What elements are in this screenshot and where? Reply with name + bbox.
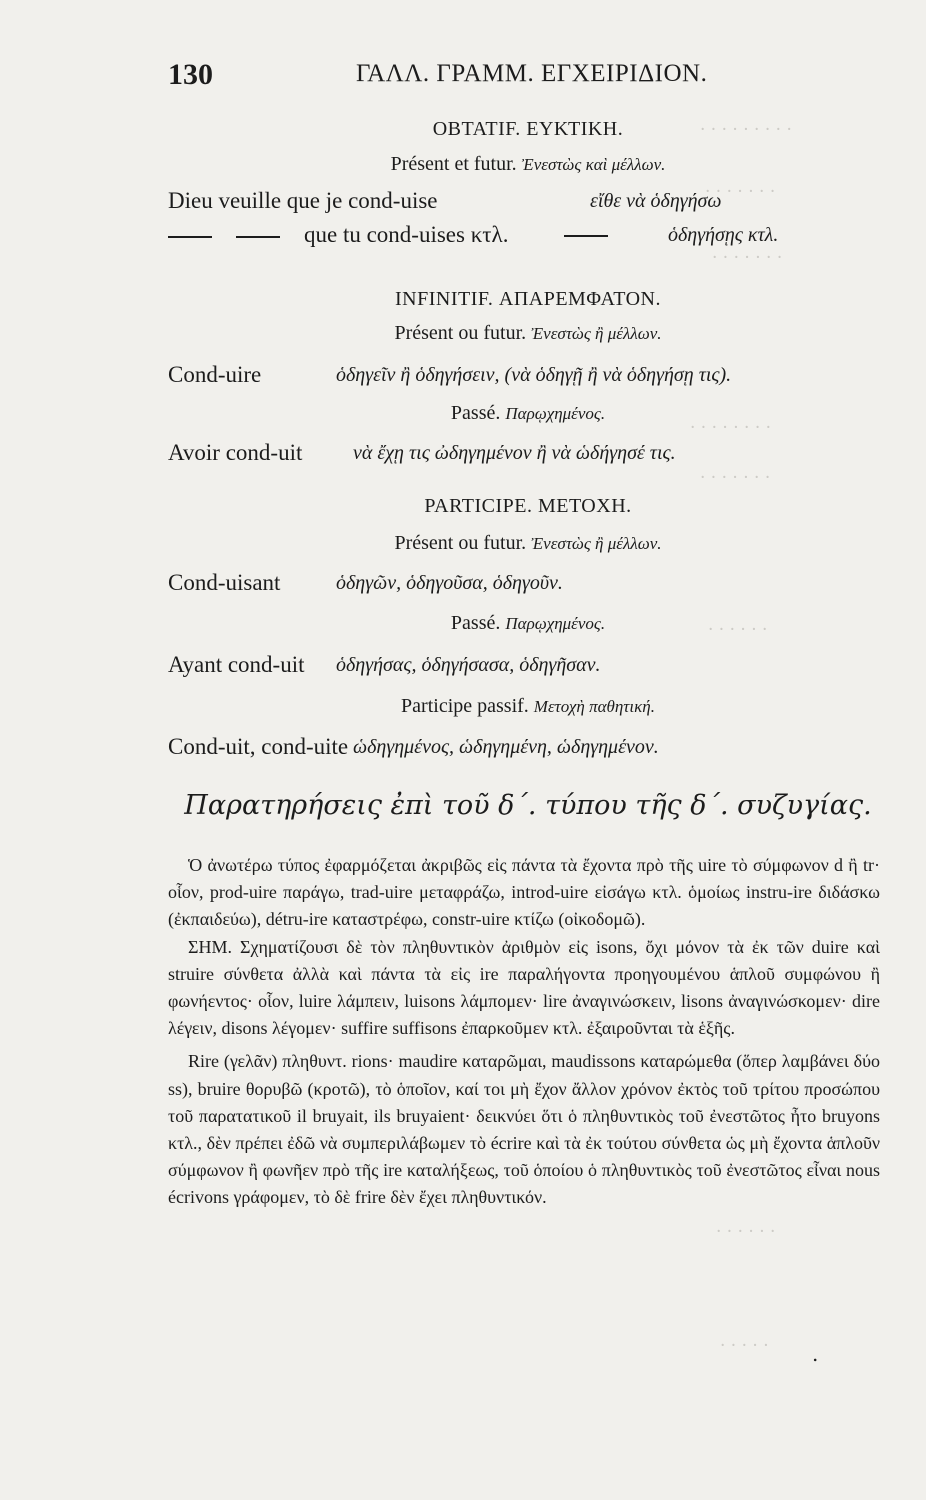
infinitif-present-gr: Ἐνεστὼς ἢ μέλλων. [531, 324, 662, 343]
infinitif-present-row-gr: ὁδηγεῖν ἢ ὁδηγήσειν, (νὰ ὁδηγῇ ἢ νὰ ὁδηγήσῃ τις). [336, 364, 732, 386]
optatif-row-1 [168, 188, 888, 218]
book-page: · · · · · · · · · · · · · · · · · · · · · · · · · · · · · · · · · · · · · · · · · · · · · · · · · · · · · · · 130 ΓΑΛΛ. ΓΡΑΜΜ. ΕΓΧΕΙΡΙΔΙΟΝ. OBTATIF. ΕΥΚΤΙΚΗ. Présent et futur. Ἐνεστὼς καὶ μέλλων. Dieu veuille que je cond-uise εἴθε νὰ ὁδηγήσω que tu cond-uises κτλ. ὁδηγήσῃς κτλ. INFINITIF. ΑΠΑΡΕΜΦΑΤΟΝ. Présent ou futur. Ἐνεστὼς ἢ μέλλων. Cond-uire ὁδηγεῖν ἢ ὁδηγήσειν, (νὰ ὁδηγῇ ἢ νὰ ὁδηγήσῃ τις). Passé. Παρῳχημένος. Avoir cond-uit νὰ ἔχῃ τις ὠδηγημένον ἢ νὰ ὡδήγησέ τις. PARTICIPE. ΜΕΤΟΧΗ. Présent ou futur. Ἐνεστὼς ἢ μέλλων. Cond-uisant ὁδηγῶν, ὁδηγοῦσα, ὁδηγοῦν. Passé. Παρῳχημένος. Ayant cond-uit ὁδηγήσας, ὁδηγήσασα, ὁδηγῆσαν. Participe passif. Μετοχὴ παθητική. Cond-uit, cond-uite ὡδηγημένος, ὡδηγημένη, ὡδηγημένον. Παρατηρήσεις ἐπὶ τοῦ δ΄. τύπου τῆς δ΄. συζυγίας. Ὁ ἀνωτέρω τύπος ἐφαρμόζεται ἀκριβῶς εἰς πάντα τὰ ἔχοντα πρὸ τῆς uire τὸ σύμφωνον d ἢ tr· οἷον, prod-uire παράγω, trad-uire μεταφράζω, introd-uire εἰσάγω κτλ. ὁμοίως instru-ire διδάσκω (ἐκπαιδεύω), détru-ire καταστρέφω, constr-uire κτίζω (οἰκοδομῶ). ΣΗΜ. Σχηματίζουσι δὲ τὸν πληθυντικὸν ἀριθμὸν εἰς isons, ὄχι μόνον τὰ ἐκ τῶν duire καὶ struire σύνθετα ἀλλὰ καὶ πάντα τὰ εἰς ire παραλήγοντα προηγουμένου ἁπλοῦ συμφώνου ἢ φωνήεντος· οἷον, luire λάμπειν, luisons λάμπομεν· lire ἀναγινώσκειν, lisons ἀναγινώσκομεν· dire λέγειν, disons λέγομεν· suffire suffisons ἐπαρκοῦμεν κτλ. ἐξαιροῦνται τὰ ἑξῆς. Rire (γελᾶν) πληθυντ. rions· maudire καταρῶμαι, maudissons καταρώμεθα (ὅπερ λαμβάνει δύο ss), bruire θορυβῶ (κροτῶ), τὸ ὁποῖον, καί τοι μὴ ἔχον ἄλλον χρόνον ἐκτὸς τοῦ τρίτου προσώπου τοῦ παρατατικοῦ il bruyait, ils bruyaient· δεικνύει ὅτι ὁ πληθυντικὸς τοῦ ἐνεστῶτος ἦτο bruyons κτλ., δὲν πρέπει ἐδῶ νὰ συμπεριλάβωμεν τὸ écrire καὶ τὰ ἐκ τούτου σύνθετα ὡς μὴ ἔχοντα ἁπλοῦν σύμφωνον ἢ φωνῆεν πρὸ τῆς ire καταλήξεως, τοῦ ὁποίου ὁ πληθυντικὸς τοῦ ἐνεστῶτος εἶναι nous écrivons γράφομεν, τὸ δὲ frire δὲν ἔχει πληθυντικόν. . [0, 0, 926, 1500]
optatif-subheading [168, 153, 888, 176]
optatif-row-2-gr: ὁδηγήσῃς κτλ. [668, 224, 779, 246]
participe-passe-row-gr: ὁδηγήσας, ὁδηγήσασα, ὁδηγῆσαν. [336, 654, 601, 676]
ditto-dash [236, 236, 280, 238]
infinitif-present-subheading [168, 322, 888, 345]
optatif-subheading-fr: Présent et futur. [390, 153, 517, 175]
infinitif-present-row-fr: Cond-uire [168, 362, 262, 387]
infinitif-passe-fr: Passé. [450, 402, 501, 424]
infinitif-passe-subheading [168, 402, 888, 425]
participe-passif-row-fr: Cond-uit, cond-uite [168, 734, 349, 759]
participe-present-row-gr: ὁδηγῶν, ὁδηγοῦσα, ὁδηγοῦν. [336, 572, 563, 594]
infinitif-passe-gr: Παρῳχημένος. [505, 404, 606, 423]
participe-present-row-fr: Cond-uisant [168, 570, 281, 595]
participe-present-row [168, 570, 888, 600]
optatif-subheading-gr: Ἐνεστὼς καὶ μέλλων. [521, 155, 666, 174]
optatif-row-1-gr: εἴθε νὰ ὁδηγήσω [590, 190, 722, 212]
participe-heading: PARTICIPE. ΜΕΤΟΧΗ. [424, 495, 632, 517]
participe-passif-row-gr: ὡδηγημένος, ὡδηγημένη, ὡδηγημένον. [353, 736, 659, 758]
ditto-dash [564, 235, 608, 237]
optatif-row-1-fr: Dieu veuille que je cond-uise [168, 188, 438, 213]
optatif-row-2-fr: que tu cond-uises κτλ. [304, 222, 509, 247]
participe-present-fr: Présent ou futur. [394, 532, 527, 554]
participe-passif-subheading [168, 695, 888, 718]
infinitif-present-row [168, 362, 888, 392]
infinitif-passe-row-gr: νὰ ἔχῃ τις ὠδηγημένον ἢ νὰ ὡδήγησέ τις. [353, 442, 676, 464]
optatif-row-2-fr-wrap [168, 222, 508, 248]
observation-paragraph-2: ΣΗΜ. Σχηματίζουσι δὲ τὸν πληθυντικὸν ἀριθμὸν εἰς isons, ὄχι μόνον τὰ ἐκ τῶν duire καὶ struire σύνθετα ἀλλὰ καὶ πάντα τὰ εἰς ire παραλήγοντα προηγουμένου ἁπλοῦ συμφώνου ἢ φωνήεντος· οἷον, luire λάμπειν, luisons λάμπομεν· lire ἀναγινώσκειν, lisons ἀναγινώσκομεν· dire λέγειν, disons λέγομεν· suffire suffisons ἐπαρκοῦμεν κτλ. ἐξαιροῦνται τὰ ἑξῆς. [168, 936, 880, 1039]
observation-paragraph-1: Ὁ ἀνωτέρω τύπος ἐφαρμόζεται ἀκριβῶς εἰς πάντα τὰ ἔχοντα πρὸ τῆς uire τὸ σύμφωνον d ἢ tr· οἷον, prod-uire παράγω, trad-uire μεταφράζω, introd-uire εἰσάγω κτλ. ὁμοίως instru-ire διδάσκω (ἐκπαιδεύω), détru-ire καταστρέφω, constr-uire κτίζω (οἰκοδομῶ). [168, 855, 880, 930]
observations-text [168, 852, 880, 1212]
participe-passe-row [168, 652, 888, 682]
observation-paragraph-3: Rire (γελᾶν) πληθυντ. rions· maudire καταρῶμαι, maudissons καταρώμεθα (ὅπερ λαμβάνει δύο ss), bruire θορυβῶ (κροτῶ), τὸ ὁποῖον, καί τοι μὴ ἔχον ἄλλον χρόνον ἐκτὸς τοῦ τρίτου προσώπου τοῦ παρατατικοῦ il bruyait, ils bruyaient· δεικνύει ὅτι ὁ πληθυντικὸς τοῦ ἐνεστῶτος ἦτο bruyons κτλ., δὲν πρέπει ἐδῶ νὰ συμπεριλάβωμεν τὸ écrire καὶ τὰ ἐκ τούτου σύνθετα ὡς μὴ ἔχοντα ἁπλοῦν σύμφωνον ἢ φωνῆεν πρὸ τῆς ire καταλήξεως, τοῦ ὁποίου ὁ πληθυντικὸς τοῦ ἐνεστῶτος εἶναι nous écrivons γράφομεν, τὸ δὲ frire δὲν ἔχει πληθυντικόν. [168, 1051, 880, 1208]
participe-present-gr: Ἐνεστὼς ἢ μέλλων. [531, 534, 662, 553]
infinitif-present-fr: Présent ou futur. [394, 322, 527, 344]
footer-mark: . [812, 1342, 819, 1366]
participe-passe-gr: Παρῳχημένος. [505, 614, 606, 633]
optatif-heading: OBTATIF. ΕΥΚΤΙΚΗ. [432, 118, 624, 140]
infinitif-heading: INFINITIF. ΑΠΑΡΕΜΦΑΤΟΝ. [395, 288, 661, 310]
running-title: ΓΑΛΛ. ΓΡΑΜΜ. ΕΓΧΕΙΡΙΔΙΟΝ. [356, 60, 708, 87]
infinitif-passe-row [168, 440, 888, 470]
participe-passif-gr: Μετοχὴ παθητική. [533, 697, 655, 716]
page-number: 130 [168, 58, 213, 91]
participe-passe-fr: Passé. [450, 612, 501, 634]
participe-passif-row [168, 734, 888, 764]
infinitif-passe-row-fr: Avoir cond-uit [168, 440, 303, 465]
optatif-row-2 [168, 222, 888, 252]
participe-passe-row-fr: Ayant cond-uit [168, 652, 305, 677]
ditto-dash [168, 236, 212, 238]
participe-passe-subheading [168, 612, 888, 635]
optatif-row-2-gr-wrap [564, 224, 778, 247]
participe-present-subheading [168, 532, 888, 555]
running-head [168, 58, 888, 98]
observations-heading: Παρατηρήσεις ἐπὶ τοῦ δ΄. τύπου τῆς δ΄. συζυγίας. [184, 790, 872, 821]
participe-passif-fr: Participe passif. [401, 695, 529, 717]
